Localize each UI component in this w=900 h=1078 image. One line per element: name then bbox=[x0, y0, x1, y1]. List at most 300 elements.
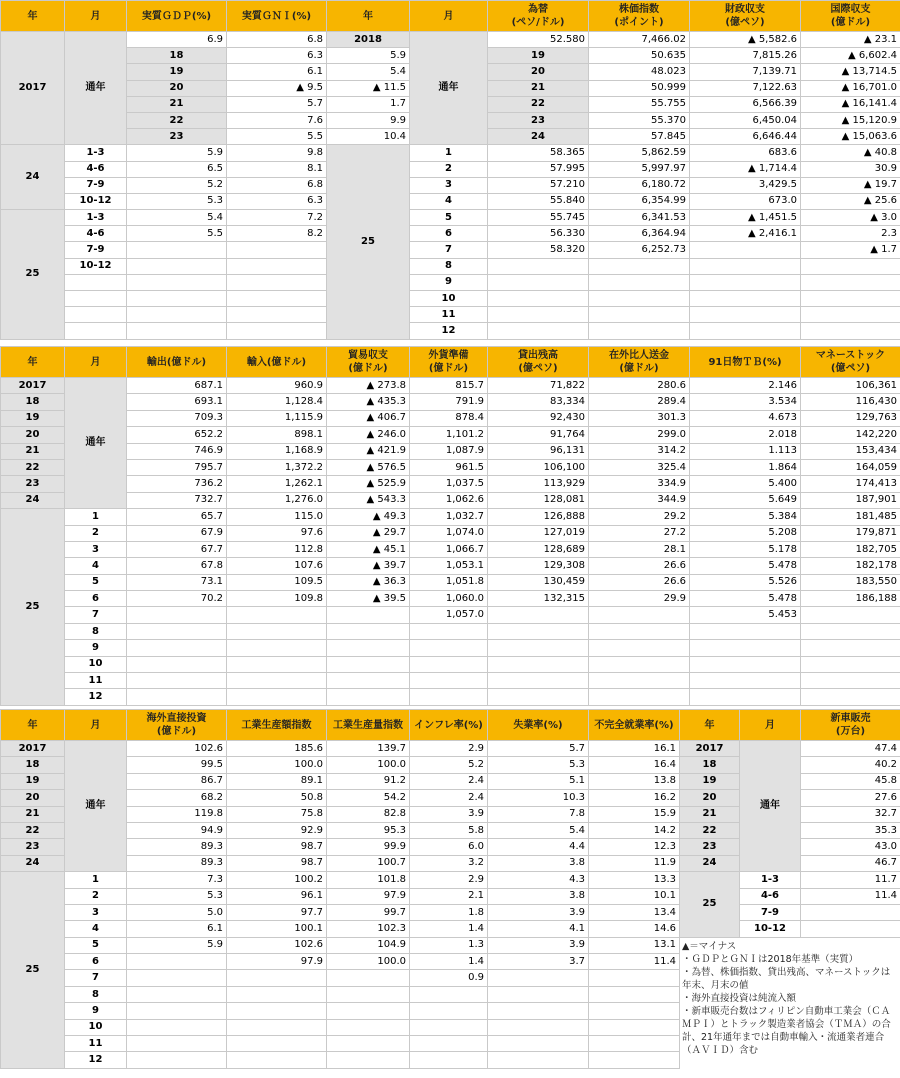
value-cell: 29.2 bbox=[589, 509, 690, 525]
table-row bbox=[1, 591, 900, 607]
value-cell: 46.7 bbox=[801, 855, 900, 871]
value-cell: 47.4 bbox=[801, 741, 900, 757]
year-cell: 20 bbox=[1, 427, 65, 443]
value-cell: 10.1 bbox=[589, 888, 680, 904]
column-header: 在外比人送金 (億ドル) bbox=[589, 347, 690, 378]
column-header: 貿易収支 (億ドル) bbox=[327, 347, 410, 378]
table-row bbox=[1, 904, 900, 920]
year-cell: 23 bbox=[1, 476, 65, 492]
value-cell bbox=[488, 640, 589, 656]
value-cell bbox=[227, 656, 327, 672]
value-cell: 91,764 bbox=[488, 427, 589, 443]
value-cell bbox=[801, 689, 900, 705]
value-cell: 142,220 bbox=[801, 427, 900, 443]
year-cell: 21 bbox=[127, 96, 227, 112]
value-cell: 97.7 bbox=[227, 904, 327, 920]
value-cell: 99.9 bbox=[327, 839, 410, 855]
month-cell: 9 bbox=[65, 640, 127, 656]
value-cell bbox=[801, 673, 900, 689]
column-header: 91日物ＴＢ(%) bbox=[690, 347, 801, 378]
value-cell bbox=[227, 291, 327, 307]
value-cell bbox=[690, 307, 801, 323]
value-cell: ▲ 16,141.4 bbox=[801, 96, 900, 112]
value-cell: 50.635 bbox=[589, 48, 690, 64]
month-cell: 8 bbox=[410, 258, 488, 274]
column-header: 実質ＧＮＩ(%) bbox=[227, 1, 327, 32]
table-row bbox=[1, 459, 900, 475]
value-cell: 65.7 bbox=[127, 509, 227, 525]
value-cell: ▲ 3.0 bbox=[801, 210, 900, 226]
value-cell bbox=[589, 640, 690, 656]
value-cell: 7,815.26 bbox=[690, 48, 801, 64]
value-cell bbox=[801, 258, 900, 274]
column-header: インフレ率(%) bbox=[410, 710, 488, 741]
value-cell bbox=[227, 607, 327, 623]
value-cell: 16.4 bbox=[589, 757, 680, 773]
value-cell: 94.9 bbox=[127, 822, 227, 838]
value-cell bbox=[589, 656, 690, 672]
column-header: 実質ＧＤＰ(%) bbox=[127, 1, 227, 32]
value-cell bbox=[327, 986, 410, 1002]
value-cell bbox=[327, 1036, 410, 1052]
value-cell: 92,430 bbox=[488, 410, 589, 426]
value-cell: 299.0 bbox=[589, 427, 690, 443]
value-cell bbox=[589, 1036, 680, 1052]
value-cell: 693.1 bbox=[127, 394, 227, 410]
value-cell: ▲ 16,701.0 bbox=[801, 80, 900, 96]
value-cell: 9.8 bbox=[227, 145, 327, 161]
value-cell bbox=[410, 986, 488, 1002]
value-cell: 1.4 bbox=[410, 921, 488, 937]
month-cell: 1-3 bbox=[740, 872, 801, 888]
value-cell: 5.9 bbox=[327, 48, 410, 64]
value-cell: 5.178 bbox=[690, 541, 801, 557]
month-cell: 11 bbox=[65, 1036, 127, 1052]
value-cell: 2.9 bbox=[410, 741, 488, 757]
value-cell: 89.3 bbox=[127, 855, 227, 871]
value-cell: 1,276.0 bbox=[227, 492, 327, 508]
value-cell bbox=[690, 291, 801, 307]
value-cell: 3,429.5 bbox=[690, 177, 801, 193]
table-row bbox=[1, 242, 900, 258]
value-cell: ▲ 13,714.5 bbox=[801, 64, 900, 80]
table-row bbox=[1, 476, 900, 492]
value-cell: 96,131 bbox=[488, 443, 589, 459]
month-cell: 10 bbox=[65, 1019, 127, 1035]
month-cell: 4 bbox=[65, 558, 127, 574]
value-cell: ▲ 49.3 bbox=[327, 509, 410, 525]
value-cell bbox=[127, 323, 227, 339]
value-cell: 7.8 bbox=[488, 806, 589, 822]
value-cell bbox=[690, 640, 801, 656]
value-cell: 1,057.0 bbox=[410, 607, 488, 623]
column-header: 国際収支 (億ドル) bbox=[801, 1, 900, 32]
value-cell: 139.7 bbox=[327, 741, 410, 757]
value-cell bbox=[690, 274, 801, 290]
value-cell: 709.3 bbox=[127, 410, 227, 426]
month-cell: 1-3 bbox=[65, 145, 127, 161]
value-cell bbox=[127, 1003, 227, 1019]
value-cell bbox=[589, 623, 690, 639]
value-cell: ▲ 9.5 bbox=[227, 80, 327, 96]
value-cell: 57.210 bbox=[488, 177, 589, 193]
value-cell: 102.6 bbox=[127, 741, 227, 757]
value-cell: 40.2 bbox=[801, 757, 900, 773]
value-cell: 6,180.72 bbox=[589, 177, 690, 193]
header-row bbox=[1, 1, 900, 32]
value-cell: 100.0 bbox=[327, 757, 410, 773]
table-row bbox=[1, 492, 900, 508]
value-cell bbox=[589, 607, 690, 623]
month-cell: 通年 bbox=[740, 741, 801, 872]
value-cell: 128,081 bbox=[488, 492, 589, 508]
value-cell: 7,139.71 bbox=[690, 64, 801, 80]
value-cell bbox=[127, 623, 227, 639]
column-header: 月 bbox=[65, 1, 127, 32]
table-gdp-exchange bbox=[0, 0, 900, 340]
table-row bbox=[1, 427, 900, 443]
value-cell: 7,466.02 bbox=[589, 32, 690, 48]
year-cell: 24 bbox=[680, 855, 740, 871]
value-cell: 815.7 bbox=[410, 378, 488, 394]
value-cell: 1,053.1 bbox=[410, 558, 488, 574]
value-cell bbox=[690, 673, 801, 689]
value-cell: 344.9 bbox=[589, 492, 690, 508]
table-row bbox=[1, 673, 900, 689]
column-header: 海外直接投資 (億ドル) bbox=[127, 710, 227, 741]
value-cell: 102.6 bbox=[227, 937, 327, 953]
table-row bbox=[1, 307, 900, 323]
value-cell: 6.9 bbox=[127, 32, 227, 48]
value-cell: ▲ 6,602.4 bbox=[801, 48, 900, 64]
table-row bbox=[1, 274, 900, 290]
value-cell bbox=[589, 1003, 680, 1019]
value-cell bbox=[410, 689, 488, 705]
value-cell: 100.1 bbox=[227, 921, 327, 937]
month-cell: 3 bbox=[65, 541, 127, 557]
value-cell: 6,450.04 bbox=[690, 112, 801, 128]
value-cell: 4.3 bbox=[488, 872, 589, 888]
table-row bbox=[1, 291, 900, 307]
value-cell bbox=[690, 623, 801, 639]
year-cell: 23 bbox=[680, 839, 740, 855]
value-cell: 67.9 bbox=[127, 525, 227, 541]
value-cell: 960.9 bbox=[227, 378, 327, 394]
value-cell: 99.7 bbox=[327, 904, 410, 920]
value-cell: 182,178 bbox=[801, 558, 900, 574]
value-cell bbox=[488, 323, 589, 339]
value-cell bbox=[488, 307, 589, 323]
value-cell: 7,122.63 bbox=[690, 80, 801, 96]
value-cell: 6,566.39 bbox=[690, 96, 801, 112]
value-cell: 1.7 bbox=[327, 96, 410, 112]
column-header: 年 bbox=[680, 710, 740, 741]
value-cell: 106,361 bbox=[801, 378, 900, 394]
value-cell: 107.6 bbox=[227, 558, 327, 574]
value-cell: 5,862.59 bbox=[589, 145, 690, 161]
value-cell: 96.1 bbox=[227, 888, 327, 904]
month-cell: 通年 bbox=[65, 378, 127, 509]
value-cell: 5.7 bbox=[227, 96, 327, 112]
value-cell bbox=[227, 1036, 327, 1052]
value-cell bbox=[127, 607, 227, 623]
value-cell: 14.6 bbox=[589, 921, 680, 937]
value-cell: ▲ 29.7 bbox=[327, 525, 410, 541]
value-cell bbox=[227, 258, 327, 274]
value-cell: ▲ 273.8 bbox=[327, 378, 410, 394]
value-cell: 100.0 bbox=[327, 954, 410, 970]
value-cell: 28.1 bbox=[589, 541, 690, 557]
month-cell bbox=[65, 291, 127, 307]
value-cell bbox=[127, 1019, 227, 1035]
table-row bbox=[1, 410, 900, 426]
value-cell: 5.4 bbox=[327, 64, 410, 80]
value-cell: 164,059 bbox=[801, 459, 900, 475]
value-cell bbox=[589, 1052, 680, 1068]
value-cell bbox=[227, 1019, 327, 1035]
value-cell bbox=[589, 307, 690, 323]
table-row bbox=[1, 210, 900, 226]
table-row bbox=[1, 161, 900, 177]
value-cell: 10.3 bbox=[488, 790, 589, 806]
month-cell: 1 bbox=[65, 509, 127, 525]
value-cell: 3.9 bbox=[488, 904, 589, 920]
value-cell: 5.0 bbox=[127, 904, 227, 920]
month-cell: 10 bbox=[410, 291, 488, 307]
value-cell: 29.9 bbox=[589, 591, 690, 607]
value-cell: 5.3 bbox=[127, 888, 227, 904]
month-cell: 3 bbox=[65, 904, 127, 920]
value-cell: 5.478 bbox=[690, 591, 801, 607]
year-cell: 21 bbox=[1, 443, 65, 459]
value-cell: 5.526 bbox=[690, 574, 801, 590]
value-cell bbox=[410, 623, 488, 639]
value-cell: ▲ 543.3 bbox=[327, 492, 410, 508]
year-cell: 20 bbox=[680, 790, 740, 806]
column-header: 失業率(%) bbox=[488, 710, 589, 741]
value-cell bbox=[127, 689, 227, 705]
year-cell: 23 bbox=[1, 839, 65, 855]
value-cell: 10.4 bbox=[327, 129, 410, 145]
value-cell: 5.478 bbox=[690, 558, 801, 574]
table-row bbox=[1, 145, 900, 161]
value-cell: 0.9 bbox=[410, 970, 488, 986]
value-cell bbox=[327, 970, 410, 986]
value-cell: 1,168.9 bbox=[227, 443, 327, 459]
value-cell: 878.4 bbox=[410, 410, 488, 426]
value-cell bbox=[227, 986, 327, 1002]
value-cell: 132,315 bbox=[488, 591, 589, 607]
value-cell: 13.4 bbox=[589, 904, 680, 920]
value-cell bbox=[690, 689, 801, 705]
value-cell bbox=[127, 656, 227, 672]
year-cell: 18 bbox=[127, 48, 227, 64]
value-cell bbox=[488, 258, 589, 274]
value-cell: 11.7 bbox=[801, 872, 900, 888]
table-row bbox=[1, 574, 900, 590]
value-cell: 98.7 bbox=[227, 839, 327, 855]
value-cell: 5.4 bbox=[488, 822, 589, 838]
value-cell bbox=[227, 640, 327, 656]
table-body bbox=[1, 32, 900, 340]
value-cell bbox=[410, 1019, 488, 1035]
value-cell: 52.580 bbox=[488, 32, 589, 48]
value-cell: 4.1 bbox=[488, 921, 589, 937]
year-cell: 21 bbox=[680, 806, 740, 822]
value-cell: ▲ 39.7 bbox=[327, 558, 410, 574]
value-cell: 174,413 bbox=[801, 476, 900, 492]
value-cell bbox=[488, 970, 589, 986]
value-cell: 43.0 bbox=[801, 839, 900, 855]
value-cell: 6,364.94 bbox=[589, 226, 690, 242]
column-header: 輸出(億ドル) bbox=[127, 347, 227, 378]
table-row bbox=[1, 640, 900, 656]
value-cell bbox=[488, 673, 589, 689]
value-cell: ▲ 435.3 bbox=[327, 394, 410, 410]
value-cell bbox=[488, 1019, 589, 1035]
value-cell bbox=[801, 921, 900, 937]
month-cell: 10-12 bbox=[65, 258, 127, 274]
table-row bbox=[1, 741, 900, 757]
value-cell: 30.9 bbox=[801, 161, 900, 177]
value-cell: 6.3 bbox=[227, 193, 327, 209]
value-cell: 961.5 bbox=[410, 459, 488, 475]
value-cell: 129,763 bbox=[801, 410, 900, 426]
value-cell: 280.6 bbox=[589, 378, 690, 394]
value-cell bbox=[127, 986, 227, 1002]
year-cell: 20 bbox=[488, 64, 589, 80]
value-cell: 6.8 bbox=[227, 32, 327, 48]
value-cell: 13.3 bbox=[589, 872, 680, 888]
value-cell: 97.6 bbox=[227, 525, 327, 541]
value-cell: ▲ 2,416.1 bbox=[690, 226, 801, 242]
value-cell: 2.4 bbox=[410, 790, 488, 806]
value-cell: 5.400 bbox=[690, 476, 801, 492]
column-header: 不完全就業率(%) bbox=[589, 710, 680, 741]
year-cell: 25 bbox=[1, 210, 65, 340]
value-cell: 179,871 bbox=[801, 525, 900, 541]
column-header: 新車販売 (万台) bbox=[801, 710, 900, 741]
value-cell: 98.7 bbox=[227, 855, 327, 871]
value-cell: 5.453 bbox=[690, 607, 801, 623]
value-cell: 1,032.7 bbox=[410, 509, 488, 525]
month-cell: 12 bbox=[65, 1052, 127, 1068]
value-cell: 5.1 bbox=[488, 773, 589, 789]
table-header bbox=[1, 710, 900, 741]
value-cell: 5.5 bbox=[227, 129, 327, 145]
value-cell: 1,101.2 bbox=[410, 427, 488, 443]
table-row bbox=[1, 193, 900, 209]
value-cell bbox=[801, 323, 900, 339]
column-header: 工業生産額指数 bbox=[227, 710, 327, 741]
month-cell: 7 bbox=[410, 242, 488, 258]
table-row bbox=[1, 378, 900, 394]
table-row bbox=[1, 937, 900, 953]
value-cell: 1.864 bbox=[690, 459, 801, 475]
value-cell bbox=[589, 291, 690, 307]
value-cell: 1,372.2 bbox=[227, 459, 327, 475]
year-cell: 25 bbox=[1, 872, 65, 1069]
value-cell: ▲ 11.5 bbox=[327, 80, 410, 96]
year-cell: 24 bbox=[488, 129, 589, 145]
value-cell: 82.8 bbox=[327, 806, 410, 822]
value-cell: 128,689 bbox=[488, 541, 589, 557]
value-cell: 5.2 bbox=[127, 177, 227, 193]
value-cell: 791.9 bbox=[410, 394, 488, 410]
month-cell: 11 bbox=[65, 673, 127, 689]
value-cell: 1,066.7 bbox=[410, 541, 488, 557]
value-cell: 334.9 bbox=[589, 476, 690, 492]
table-row bbox=[1, 921, 900, 937]
value-cell: 73.1 bbox=[127, 574, 227, 590]
value-cell: 83,334 bbox=[488, 394, 589, 410]
note-text: ・海外直接投資は純流入額 bbox=[682, 992, 797, 1004]
value-cell bbox=[410, 1003, 488, 1019]
value-cell: 3.8 bbox=[488, 888, 589, 904]
value-cell bbox=[127, 307, 227, 323]
table-row bbox=[1, 32, 900, 48]
year-cell: 25 bbox=[680, 872, 740, 938]
value-cell: 795.7 bbox=[127, 459, 227, 475]
value-cell: 16.1 bbox=[589, 741, 680, 757]
column-header: 月 bbox=[65, 710, 127, 741]
value-cell bbox=[589, 274, 690, 290]
value-cell: 86.7 bbox=[127, 773, 227, 789]
year-cell: 25 bbox=[1, 509, 65, 706]
value-cell bbox=[589, 673, 690, 689]
value-cell bbox=[589, 970, 680, 986]
value-cell bbox=[127, 258, 227, 274]
value-cell: 186,188 bbox=[801, 591, 900, 607]
value-cell: 3.9 bbox=[488, 937, 589, 953]
value-cell: 5.3 bbox=[488, 757, 589, 773]
value-cell: 6.8 bbox=[227, 177, 327, 193]
value-cell: 55.370 bbox=[589, 112, 690, 128]
value-cell bbox=[410, 656, 488, 672]
value-cell: 67.8 bbox=[127, 558, 227, 574]
month-cell: 1-3 bbox=[65, 210, 127, 226]
value-cell: 153,434 bbox=[801, 443, 900, 459]
value-cell: 5.208 bbox=[690, 525, 801, 541]
year-cell: 20 bbox=[127, 80, 227, 96]
month-cell: 4 bbox=[410, 193, 488, 209]
year-cell: 22 bbox=[127, 112, 227, 128]
column-header: 月 bbox=[65, 347, 127, 378]
value-cell bbox=[488, 1003, 589, 1019]
table-row bbox=[1, 394, 900, 410]
value-cell: 45.8 bbox=[801, 773, 900, 789]
month-cell bbox=[65, 307, 127, 323]
year-cell: 2017 bbox=[1, 378, 65, 394]
year-cell: 24 bbox=[1, 492, 65, 508]
value-cell: 97.9 bbox=[327, 888, 410, 904]
value-cell bbox=[227, 274, 327, 290]
column-header: 年 bbox=[1, 347, 65, 378]
value-cell: 1.4 bbox=[410, 954, 488, 970]
value-cell: 736.2 bbox=[127, 476, 227, 492]
value-cell bbox=[227, 307, 327, 323]
value-cell: 12.3 bbox=[589, 839, 680, 855]
value-cell bbox=[410, 1052, 488, 1068]
month-cell: 4-6 bbox=[65, 226, 127, 242]
value-cell: 5.7 bbox=[488, 741, 589, 757]
legend-notes bbox=[680, 937, 900, 1068]
value-cell: ▲ 25.6 bbox=[801, 193, 900, 209]
value-cell: 100.2 bbox=[227, 872, 327, 888]
year-cell: 23 bbox=[488, 112, 589, 128]
value-cell: 3.534 bbox=[690, 394, 801, 410]
month-cell: 12 bbox=[65, 689, 127, 705]
